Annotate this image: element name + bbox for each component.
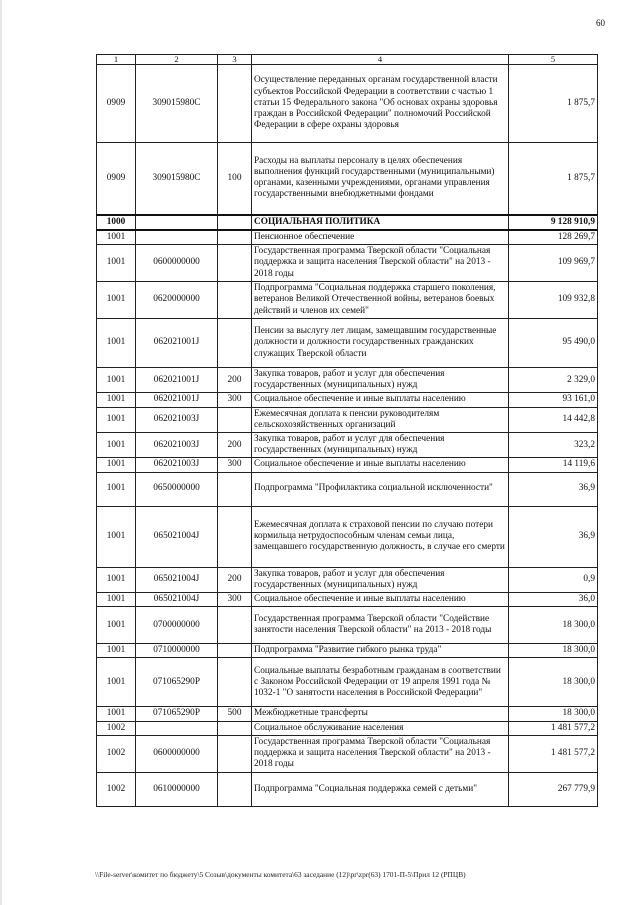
amount: 95 490,0: [509, 318, 598, 367]
target-code: 062021001J: [136, 367, 218, 392]
item-description: Закупка товаров, работ и услуг для обеспечения государственных (муниципальных) нужд: [252, 567, 509, 592]
target-code: 071065290P: [136, 658, 218, 707]
target-code: [136, 230, 218, 245]
expense-type: [218, 407, 252, 432]
expense-type: 200: [218, 567, 252, 592]
expense-type: 200: [218, 432, 252, 457]
target-code: 309015980С: [136, 143, 218, 215]
table-row: [97, 567, 598, 592]
amount: 1 481 577,2: [509, 721, 598, 735]
amount: 1 481 577,2: [509, 735, 598, 772]
section-code: 1000: [97, 215, 136, 230]
item-description: Подпрограмма "Профилактика социальной исключенности": [252, 472, 509, 506]
header-row: [97, 55, 598, 65]
header-col-5: 5: [509, 55, 598, 65]
table-row: [97, 707, 598, 721]
table-row: [97, 458, 598, 472]
section-code: 1001: [97, 567, 136, 592]
target-code: 062021001J: [136, 318, 218, 367]
amount: 18 300,0: [509, 644, 598, 658]
target-code: 0700000000: [136, 607, 218, 644]
item-description: Закупка товаров, работ и услуг для обеспечения государственных (муниципальных) нужд: [252, 432, 509, 457]
expense-type: [218, 506, 252, 567]
amount: 267 779,9: [509, 772, 598, 806]
item-description: Государственная программа Тверской области "Содействие занятости населения Тверской области" на 2013 - 2018 годы: [252, 607, 509, 644]
amount: 1 875,7: [509, 65, 598, 143]
target-code: [136, 721, 218, 735]
table-row: [97, 607, 598, 644]
item-description: Подпрограмма "Социальная поддержка старшего поколения, ветеранов Великой Отечественной войны, ветеранов боевых действий и членов их семей": [252, 281, 509, 318]
table-row: [97, 721, 598, 735]
item-description: Ежемесячная доплата к пенсии руководителям сельскохозяйственных организаций: [252, 407, 509, 432]
expense-type: [218, 644, 252, 658]
amount: 36,9: [509, 506, 598, 567]
section-code: 1001: [97, 472, 136, 506]
amount: 128 269,7: [509, 230, 598, 245]
target-code: 062021003J: [136, 458, 218, 472]
amount: 18 300,0: [509, 607, 598, 644]
target-code: 0610000000: [136, 772, 218, 806]
amount: 2 329,0: [509, 367, 598, 392]
item-description: Подпрограмма "Развитие гибкого рынка труда": [252, 644, 509, 658]
target-code: 065021004J: [136, 567, 218, 592]
target-code: [136, 215, 218, 230]
expense-type: [218, 607, 252, 644]
section-code: 1001: [97, 230, 136, 245]
table-row: [97, 367, 598, 392]
table-row: [97, 215, 598, 230]
amount: 323,2: [509, 432, 598, 457]
file-path-footer: \\File-server\комитет по бюджету\5 Созыв\документы комитета\63 заседание (12)\pr\zpr(63) 1701-П-5\Прил 12 (РПЦВ): [95, 870, 466, 879]
table-row: [97, 772, 598, 806]
table-row: [97, 230, 598, 245]
section-code: 1001: [97, 407, 136, 432]
section-code: 1001: [97, 607, 136, 644]
section-code: 1002: [97, 735, 136, 772]
item-description: Социальное обеспечение и иные выплаты населению: [252, 458, 509, 472]
item-description: Государственная программа Тверской области "Социальная поддержка и защита населения Тверской области" на 2013 - 2018 годы: [252, 735, 509, 772]
target-code: 062021003J: [136, 432, 218, 457]
budget-table-body: [97, 55, 598, 807]
expense-type: 300: [218, 458, 252, 472]
amount: 1 875,7: [509, 143, 598, 215]
item-description: Пенсии за выслугу лет лицам, замещавшим государственные должности и должности государственных гражданских служащих Тверской области: [252, 318, 509, 367]
amount: 9 128 910,9: [509, 215, 598, 230]
expense-type: [218, 230, 252, 245]
item-description: Государственная программа Тверской области "Социальная поддержка и защита населения Тверской области" на 2013 - 2018 годы: [252, 244, 509, 281]
expense-type: [218, 318, 252, 367]
table-row: [97, 244, 598, 281]
table-row: [97, 318, 598, 367]
amount: 18 300,0: [509, 658, 598, 707]
item-description: Межбюджетные трансферты: [252, 707, 509, 721]
section-code: 1002: [97, 772, 136, 806]
amount: 109 932,8: [509, 281, 598, 318]
target-code: 071065290P: [136, 707, 218, 721]
expense-type: 300: [218, 592, 252, 606]
expense-type: 300: [218, 393, 252, 407]
expense-type: [218, 772, 252, 806]
amount: 93 161,0: [509, 393, 598, 407]
page-number: 60: [596, 18, 605, 28]
expense-type: [218, 658, 252, 707]
item-description: Социальные выплаты безработным гражданам в соответствии с Законом Российской Федерации от 19 апреля 1991 года № 1032-1 "О занятости населения в Российской Федерации": [252, 658, 509, 707]
table-row: [97, 432, 598, 457]
expense-type: [218, 244, 252, 281]
item-description: Социальное обеспечение и иные выплаты населению: [252, 393, 509, 407]
item-description: Пенсионное обеспечение: [252, 230, 509, 245]
scan-edge: [0, 0, 2, 905]
target-code: 065021004J: [136, 506, 218, 567]
table-row: [97, 644, 598, 658]
expense-type: [218, 472, 252, 506]
target-code: 0600000000: [136, 244, 218, 281]
item-description: Расходы на выплаты персоналу в целях обеспечения выполнения функций государственными (муниципальными) органами, казенными учреждениями, органами управления государственными внебюджетными фондами: [252, 143, 509, 215]
expense-type: 200: [218, 367, 252, 392]
section-code: 0909: [97, 65, 136, 143]
amount: 109 969,7: [509, 244, 598, 281]
section-code: 1001: [97, 244, 136, 281]
table-row: [97, 735, 598, 772]
table-row: [97, 281, 598, 318]
target-code: 0600000000: [136, 735, 218, 772]
header-col-1: 1: [97, 55, 136, 65]
header-col-2: 2: [136, 55, 218, 65]
item-description: Подпрограмма "Социальная поддержка семей с детьми": [252, 772, 509, 806]
target-code: 065021004J: [136, 592, 218, 606]
section-code: 1001: [97, 658, 136, 707]
item-description: СОЦИАЛЬНАЯ ПОЛИТИКА: [252, 215, 509, 230]
item-description: Осуществление переданных органам государственной власти субъектов Российской Федерации в соответствии с частью 1 статьи 15 Федерального закона "Об основах охраны здоровья граждан в Российской Федерации" полномочий Российской Федерации в сфере охраны здоровья: [252, 65, 509, 143]
target-code: 0620000000: [136, 281, 218, 318]
section-code: 1001: [97, 432, 136, 457]
amount: 18 300,0: [509, 707, 598, 721]
expense-type: 500: [218, 707, 252, 721]
table-row: [97, 407, 598, 432]
expense-type: 100: [218, 143, 252, 215]
section-code: 1001: [97, 707, 136, 721]
section-code: 1001: [97, 367, 136, 392]
table-row: [97, 658, 598, 707]
section-code: 1001: [97, 393, 136, 407]
table-row: [97, 472, 598, 506]
amount: 36,0: [509, 592, 598, 606]
header-col-4: 4: [252, 55, 509, 65]
target-code: 0710000000: [136, 644, 218, 658]
section-code: 1001: [97, 592, 136, 606]
table-row: [97, 393, 598, 407]
section-code: 1002: [97, 721, 136, 735]
section-code: 1001: [97, 458, 136, 472]
item-description: Закупка товаров, работ и услуг для обеспечения государственных (муниципальных) нужд: [252, 367, 509, 392]
target-code: 062021001J: [136, 393, 218, 407]
table-row: [97, 143, 598, 215]
amount: 36,9: [509, 472, 598, 506]
expense-type: [218, 281, 252, 318]
section-code: 1001: [97, 506, 136, 567]
expense-type: [218, 215, 252, 230]
header-col-3: 3: [218, 55, 252, 65]
item-description: Ежемесячная доплата к страховой пенсии по случаю потери кормильца нетрудоспособным членам семьи лица, замещавшего государственную должность, в случае его смерти: [252, 506, 509, 567]
target-code: 309015980С: [136, 65, 218, 143]
expense-type: [218, 735, 252, 772]
section-code: 1001: [97, 644, 136, 658]
target-code: 062021003J: [136, 407, 218, 432]
section-code: 1001: [97, 318, 136, 367]
table-row: [97, 506, 598, 567]
expense-type: [218, 721, 252, 735]
amount: 14 442,8: [509, 407, 598, 432]
expense-type: [218, 65, 252, 143]
section-code: 0909: [97, 143, 136, 215]
amount: 14 119,6: [509, 458, 598, 472]
table-row: [97, 592, 598, 606]
item-description: Социальное обеспечение и иные выплаты населению: [252, 592, 509, 606]
amount: 0,9: [509, 567, 598, 592]
target-code: 0650000000: [136, 472, 218, 506]
budget-table: [96, 54, 598, 807]
item-description: Социальное обслуживание населения: [252, 721, 509, 735]
table-row: [97, 65, 598, 143]
section-code: 1001: [97, 281, 136, 318]
